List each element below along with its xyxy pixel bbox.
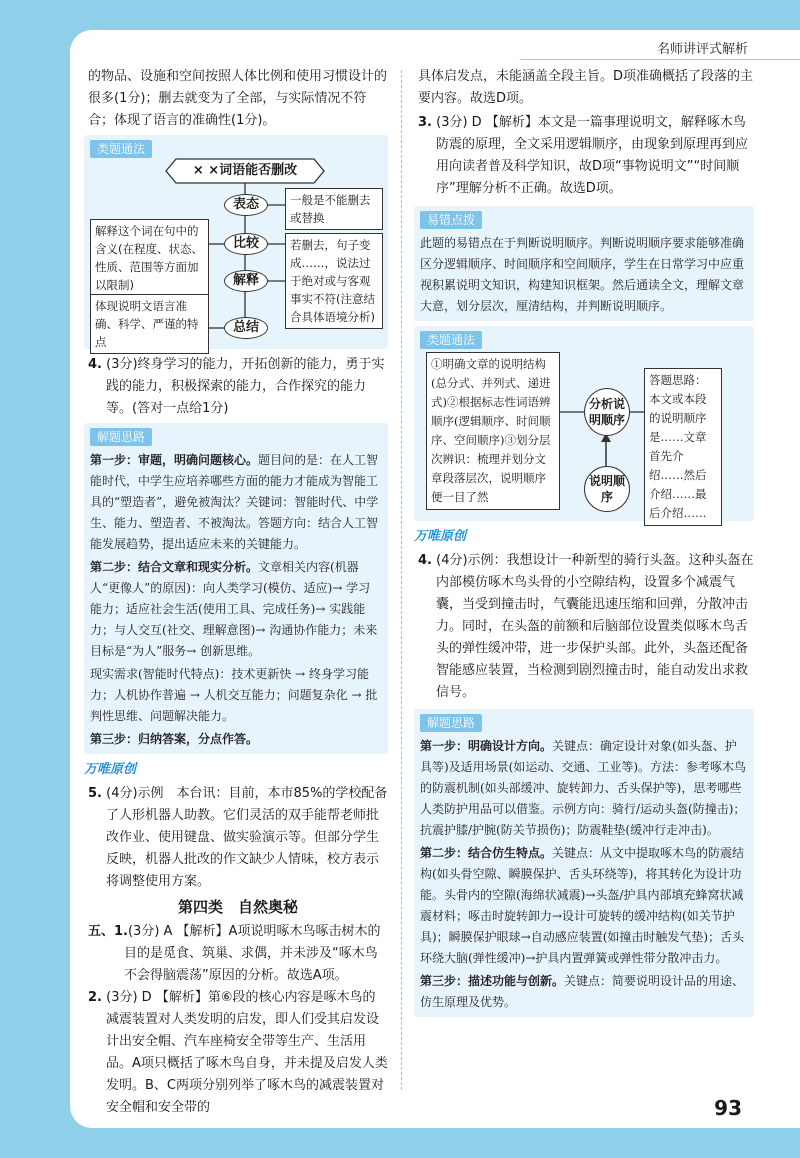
method-box [84, 135, 388, 349]
step3-heading: 第三步：归纳答案，分点作答。 [90, 732, 259, 746]
q4r-number: 4. [418, 553, 432, 568]
right-note-1: 一般是不能删去或替换 [285, 188, 383, 230]
question-5-1-answer [88, 921, 388, 987]
original-badge-right: 万唯原创 [414, 529, 467, 544]
step1-heading: 第一步：审题，明确问题核心。 [90, 453, 259, 467]
step2 [90, 557, 382, 662]
order-circle: 说明顺序 [584, 466, 630, 512]
answer-approach-note: 答题思路：本文或本段的说明顺序是……文章首先介绍……然后介绍……最后介绍…… [644, 368, 722, 526]
column-divider [401, 70, 402, 1090]
design-step2 [420, 843, 748, 969]
solution-tag: 解题思路 [90, 428, 152, 446]
left-note-2: 体现说明文语言准确、科学、严谨的特点 [90, 294, 209, 354]
step2-heading: 第二步：结合文章和现实分析。 [90, 560, 259, 574]
error-tip-box [414, 206, 754, 321]
step1-text: 题目问的是：在人工智能时代，中学生应培养哪些方面的能力才能成为智能工具的“塑造者”，避免被淘汰？关键词：智能时代、中学生、能力、塑造者、不被淘汰。答题方向：结合人工智能发展趋势，提出适应未来的关键能力。 [90, 453, 379, 551]
q5-text: (4分)示例 本台讯：目前，本市85%的学校配备了人形机器人助教。它们灵活的双手能帮老师批改作业、使用键盘、做实验演示等。但部分学生反映，机器人批改的作文缺少人情味，校方表示将调整使用方案。 [106, 786, 388, 889]
running-header: 名师讲评式解析 [656, 42, 748, 57]
question-5-2-answer [88, 987, 388, 1119]
design-step1-text: 关键点：确定设计对象(如头盔、护具等)及适用场景(如运动、交通、工业等)。方法：参考啄木鸟的防震机制(如头部缓冲、旋转卸力、舌头保护等)，思考哪些人类防护用品可以借鉴。示例方向：骑行/运动头盔(防撞击)；抗震护膝/护腕(防关节损伤)；防震鞋垫(缓冲行走冲击)。 [420, 739, 747, 837]
design-solution-box [414, 709, 754, 1017]
left-note-1: 解释这个词在句中的含义(在程度、状态、性质、范围等方面加以限制) [90, 219, 209, 297]
page-number: 93 [714, 1096, 742, 1120]
step2-text: 文章相关内容(机器人“更像人”的原因)：向人类学习(模仿、适应)→ 学习能力；适应社会生活(使用工具、完成任务)→ 实践能力；与人交互(社交、理解意图)→ 沟通协作能力；未来目标是“为人”服务→ 创新思维。 [90, 560, 378, 658]
question-5-answer [88, 783, 388, 893]
error-tip-text: 此题的易错点在于判断说明顺序。判断说明顺序要求能够准确区分逻辑顺序、时间顺序和空间顺序，学生在日常学习中应重视积累说明文知识，构建知识框架。然后通读全文，理解文章大意，划分层次，厘清结构，并判断说明顺序。 [420, 236, 745, 313]
design-step1 [420, 736, 748, 841]
design-step3-heading: 第三步：描述功能与创新。 [420, 974, 565, 988]
step-bijiao: 比较 [224, 233, 268, 255]
q5-number: 5. [88, 786, 102, 801]
order-method-box [414, 326, 754, 521]
design-step1-heading: 第一步：明确设计方向。 [420, 739, 553, 753]
q4-number: 4. [88, 357, 102, 372]
error-tip-tag: 易错点拨 [420, 211, 482, 229]
q51-number: 五、1. [88, 924, 128, 939]
diagram-title: × ×词语能否删改 [192, 163, 298, 178]
order-method-tag: 类题通法 [420, 331, 482, 349]
question-3-answer [418, 112, 754, 200]
order-steps-note: ①明确文章的说明结构(总分式、并列式、递进式)②根据标志性词语辨顺序(逻辑顺序、时间顺序、空间顺序)③划分层次辨识：梳理并划分文章段落层次，说明顺序便一目了然 [426, 352, 560, 510]
step2-extra: 现实需求(智能时代特点)：技术更新快 → 终身学习能力；人机协作普遍 → 人机交互能力；问题复杂化 → 批判性思维、问题解决能力。 [90, 667, 378, 723]
step-jieshi: 解释 [224, 270, 268, 292]
q4-text: (3分)终身学习的能力，开拓创新的能力，勇于实践的能力，积极探索的能力，合作探究的能力等。(答对一点给1分) [106, 357, 385, 416]
solution-box [84, 423, 388, 754]
step-zongjie: 总结 [224, 317, 268, 339]
q3-text: (3分) D 【解析】本文是一篇事理说明文，解释啄木鸟防震的原理，全文采用逻辑顺序，由现象到原理再到应用向读者普及科学知识，故D项“事物说明文”“时间顺序”理解分析不正确。故选D项。 [436, 115, 749, 196]
header-rule [520, 59, 800, 60]
step3 [90, 729, 382, 750]
q52-number: 2. [88, 990, 102, 1005]
question-4-answer [88, 354, 388, 420]
design-step3-text: 关键点：简要说明设计品的用途、仿生原理及优势。 [420, 974, 745, 1009]
q2-continuation: 具体启发点，未能涵盖全段主旨。D项准确概括了段落的主要内容。故选D项。 [418, 69, 754, 106]
answer-continuation: 的物品、设施和空间按照人体比例和使用习惯设计的很多(1分)；删去就变为了全部，与实际情况不符合；体现了语言的准确性(1分)。 [88, 69, 388, 128]
design-step2-text: 关键点：从文中提取啄木鸟的防震结构(如头骨空隙、瞬膜保护、舌头环绕等)，将其转化为设计功能。头骨内的空隙(海绵状减震)→头盔/护具内部填充蜂窝状减震材料；啄击时旋转卸力→设计可旋转的缓冲结构(如关节护具)；瞬膜保护眼球→自动感应装置(如撞击时触发气垫)；舌头环绕大脑(弹性缓冲)→护具内置弹簧或弹性带分散冲击力。 [420, 846, 745, 965]
q3-number: 3. [418, 115, 432, 130]
question-4-design-answer [418, 550, 754, 704]
step1 [90, 450, 382, 555]
right-column [414, 66, 754, 1022]
q51-text: (3分) A 【解析】A项说明啄木鸟啄击树木的目的是觅食、筑巢、求偶，并未涉及“啄木鸟不会得脑震荡”原因的分析。故选A项。 [124, 924, 381, 983]
q4r-text: (4分)示例：我想设计一种新型的骑行头盔。这种头盔在内部模仿啄木鸟头骨的小空隙结构，设置多个减震气囊，当受到撞击时，气囊能迅速压缩和回弹，分散冲击力。同时，在头盔的前额和后脑部位设置类似啄木鸟舌头的弹性缓冲带，进一步保护头部。此外，头盔还配备智能感应装置，当检测到剧烈撞击时，能自动发出求救信号。 [436, 553, 754, 700]
analyze-order-circle: 分析说明顺序 [584, 388, 630, 436]
design-solution-tag: 解题思路 [420, 714, 482, 732]
method-tag: 类题通法 [90, 140, 152, 158]
right-note-2: 若删去，句子变成……，说法过于绝对或与客观事实不符(注意结合具体语境分析) [285, 233, 383, 329]
design-step2-heading: 第二步：结合仿生特点。 [420, 846, 553, 860]
q52-text: (3分) D 【解析】第⑥段的核心内容是啄木鸟的减震装置对人类发明的启发，即人们受其启发设计出安全帽、汽车座椅安全带等生产、生活用品。A项只概括了啄木鸟自身，并未提及启发人类发明。B、C两项分别列举了啄木鸟的减震装置对安全帽和安全带的 [106, 990, 388, 1115]
design-step3 [420, 971, 748, 1013]
step-biaotai: 表态 [224, 194, 268, 216]
section-title: 第四类 自然奥秘 [177, 898, 298, 916]
original-badge: 万唯原创 [84, 762, 137, 777]
left-column [84, 66, 388, 1119]
